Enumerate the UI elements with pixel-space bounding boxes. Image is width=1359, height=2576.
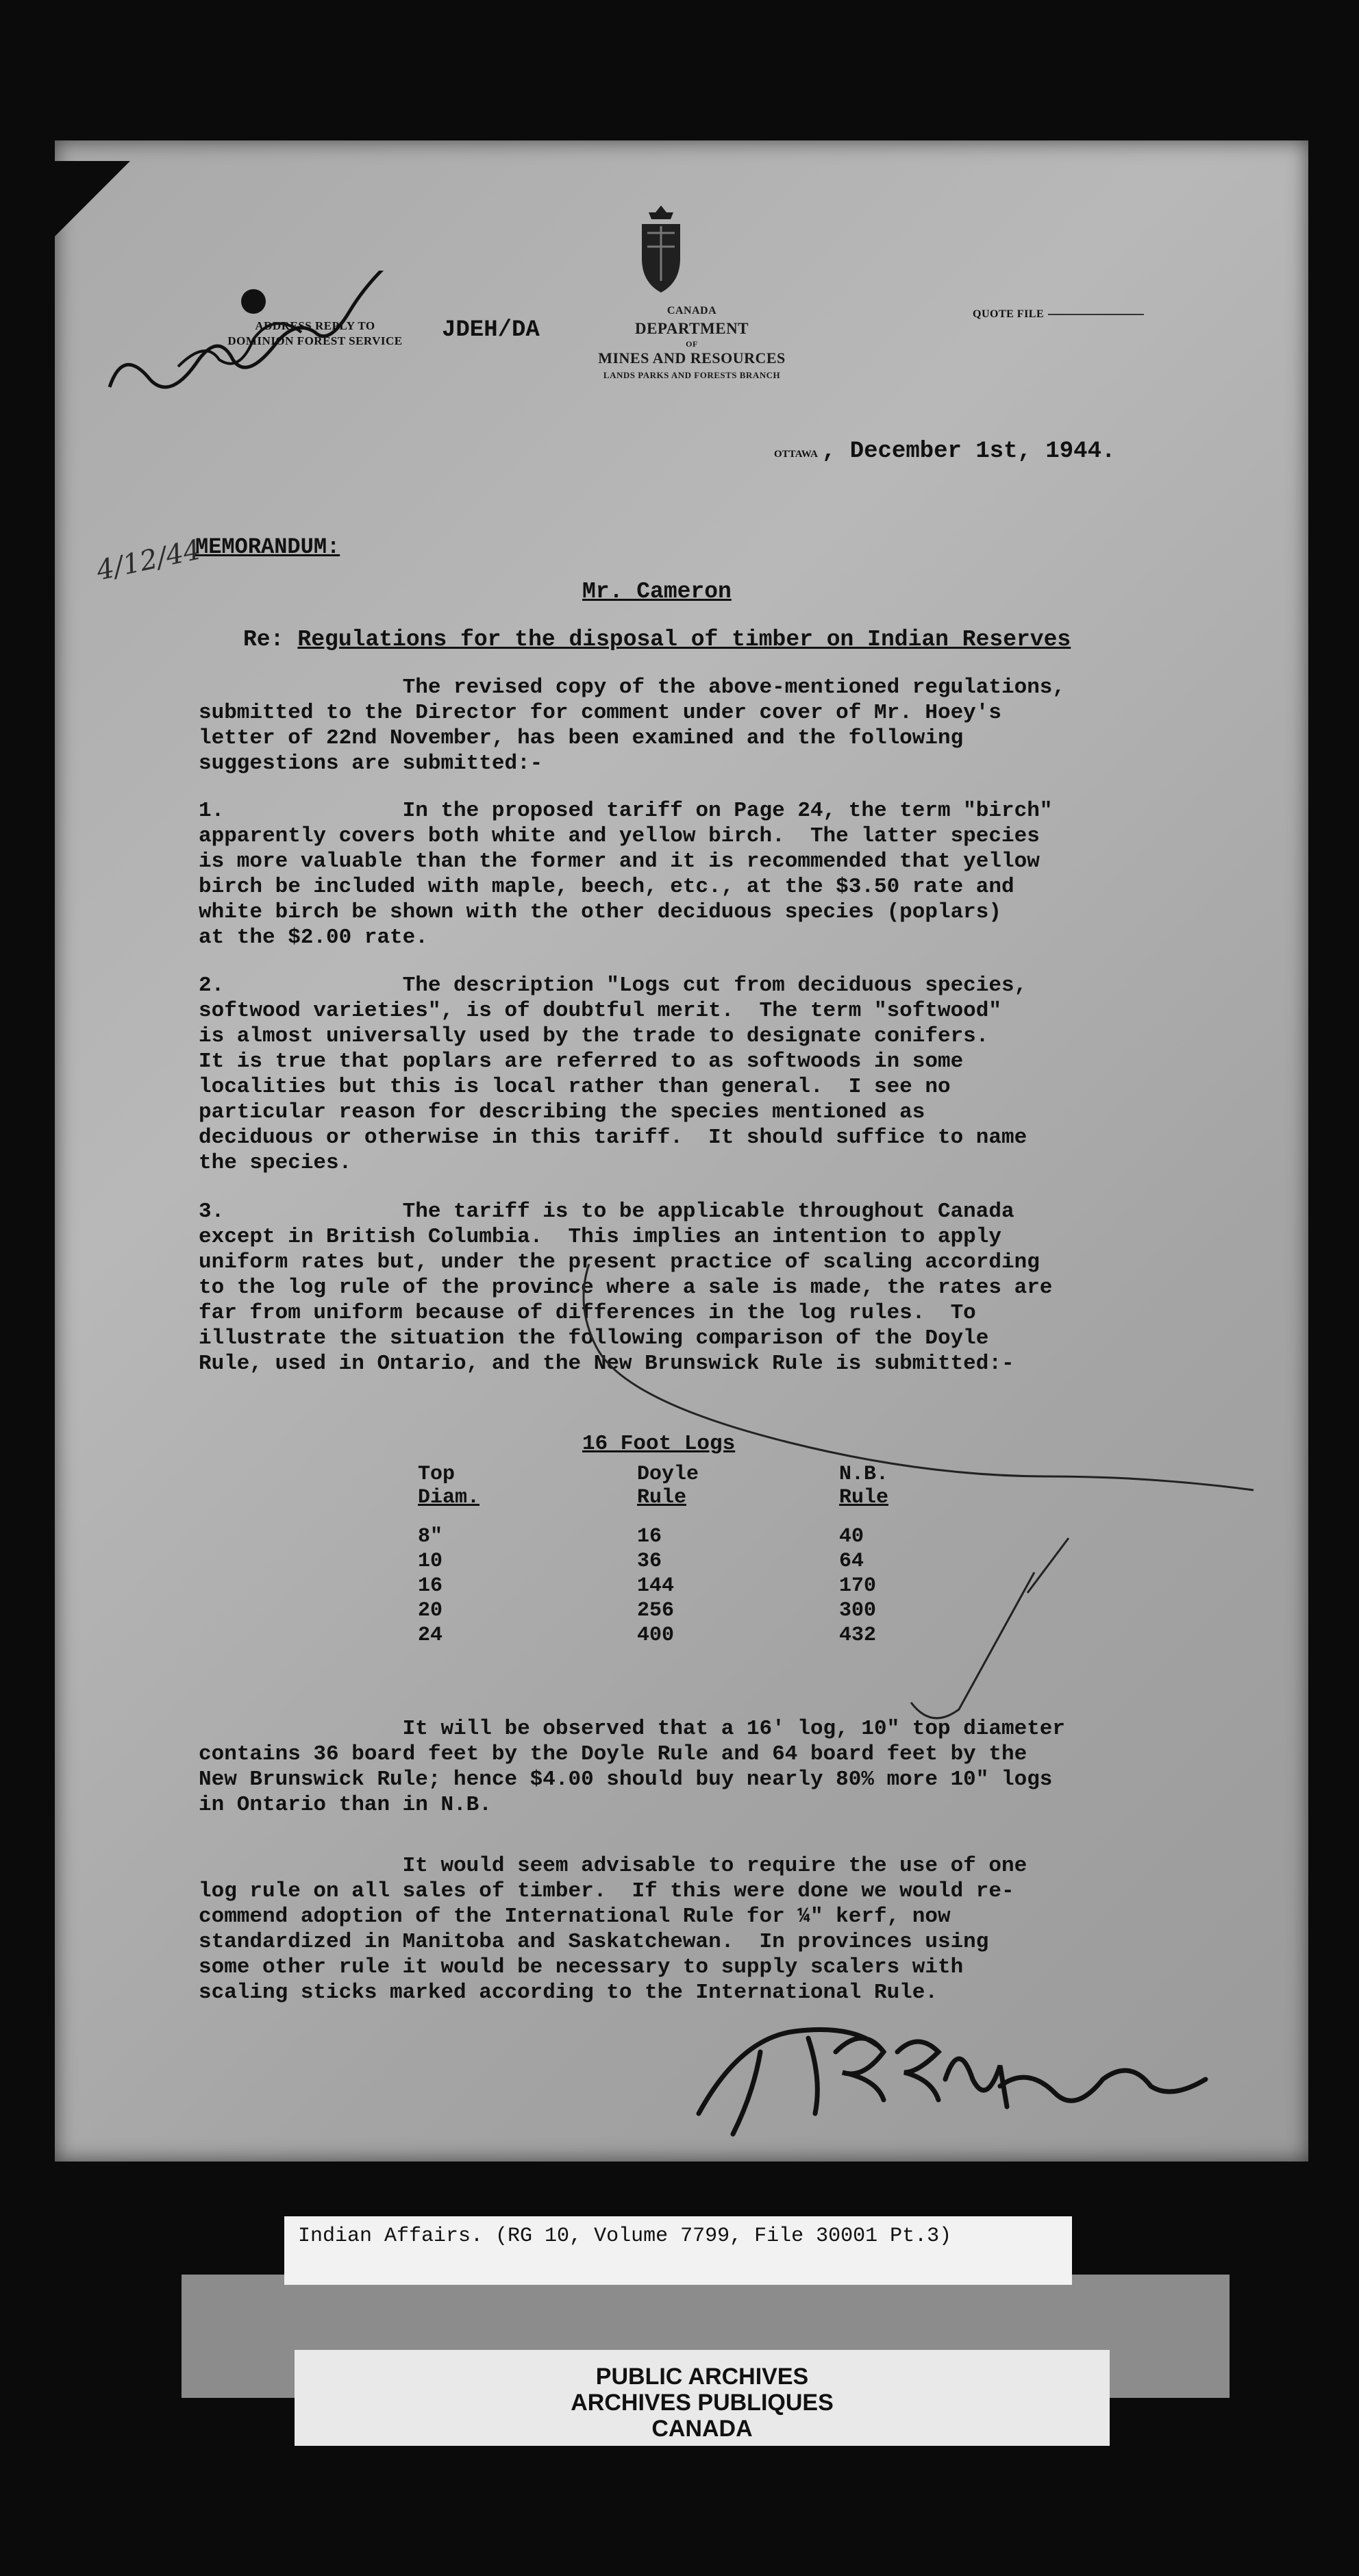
table-cell: 16 — [637, 1525, 662, 1548]
pencil-marks — [534, 1250, 1301, 1785]
paragraph-5: It would seem advisable to require the use of one log rule on all sales of timber. If this were done we would re- commend adoption of the International Rule for ¼" kerf, now standardized in Manitoba and Saskatchewan. In provinces using some other rule it would be necessary to supply scalers with scaling sticks marked according to the International Rule. — [199, 1854, 1027, 2005]
dateline-date: , December 1st, 1944. — [821, 438, 1116, 465]
branch-label: LANDS PARKS AND FORESTS BRANCH — [603, 370, 781, 380]
archive-stamp — [295, 2350, 1110, 2446]
folded-corner — [55, 161, 130, 236]
table-cell: 20 — [418, 1599, 443, 1622]
re-label: Re: — [243, 627, 284, 652]
reference-code: JDEH/DA — [442, 317, 540, 343]
table-cell: 256 — [637, 1599, 675, 1622]
table-cell: 40 — [839, 1525, 864, 1548]
stamp-line-2: ARCHIVES PUBLIQUES — [571, 2390, 834, 2416]
paragraph-3: 3. The tariff is to be applicable throughout Canada except in British Columbia. This implies an intention to apply uniform rates but, under the present practice of scaling according to the log rule of the province where a sale is made, the rates are far from uniform because of differences in the log rules. To illustrate the situation the following comparison of the Doyle Rule, used in Ontario, and the New Brunswick Rule is submitted:- — [199, 1200, 1053, 1376]
canada-crest-icon — [627, 202, 695, 298]
dateline-place: OTTAWA — [774, 449, 818, 460]
table-cell: 36 — [637, 1550, 662, 1573]
stamp-line-3: CANADA — [651, 2416, 753, 2442]
column-header: N.B. — [839, 1463, 889, 1486]
table-cell: 400 — [637, 1624, 675, 1647]
subject-text: Regulations for the disposal of timber on Indian Reserves — [297, 627, 1071, 652]
document-page — [55, 140, 1308, 2162]
stamp-line-1: PUBLIC ARCHIVES — [595, 2364, 809, 2390]
memo-heading: MEMORANDUM: — [195, 534, 340, 560]
table-cell: 300 — [839, 1599, 877, 1622]
column-header: Diam. — [418, 1486, 480, 1509]
handwritten-note — [82, 271, 493, 408]
table-cell: 10 — [418, 1550, 443, 1573]
department-header — [534, 305, 849, 381]
column-header: Rule — [839, 1486, 889, 1509]
table-cell: 24 — [418, 1624, 443, 1647]
column-header: Doyle — [637, 1463, 699, 1486]
margin-number: 4/12/44 — [93, 534, 204, 587]
department-label: DEPARTMENT — [634, 320, 749, 337]
table-title: 16 Foot Logs — [582, 1432, 736, 1456]
table-cell: 432 — [839, 1624, 877, 1647]
address-reply: ADDRESS REPLY TO DOMINION FOREST SERVICE — [227, 319, 403, 347]
quote-file-label: QUOTE FILE — [973, 308, 1045, 320]
paragraph-4: It will be observed that a 16' log, 10" top diameter contains 36 board feet by the Doyle Rule and 64 board feet by the New Brunswick Rule; hence $4.00 should buy nearly 80% more 10" logs in Ontario than in N.B. — [199, 1717, 1066, 1817]
dateline — [774, 438, 1115, 465]
subject-line — [243, 627, 1071, 652]
table-column-top-diam — [418, 1463, 479, 1648]
quote-file-line — [1048, 314, 1144, 315]
column-header: Top — [418, 1463, 456, 1486]
ministry-label: MINES AND RESOURCES — [598, 349, 786, 367]
table-cell: 64 — [839, 1550, 864, 1573]
table-cell: 144 — [637, 1574, 675, 1598]
paragraph-1: 1. In the proposed tariff on Page 24, the term "birch" apparently covers both white and yellow birch. The latter species is more valuable than the former and it is recommended that yellow birch be included with maple, beech, etc., at the $3.50 rate and white birch be shown with the other deciduous species (poplars) at the $2.00 rate. — [199, 799, 1053, 950]
country-label: CANADA — [666, 305, 717, 317]
table-cell: 16 — [418, 1574, 443, 1598]
of-label: OF — [686, 339, 698, 349]
table-cell: 8" — [418, 1525, 443, 1548]
signature — [671, 2011, 1288, 2141]
column-header: Rule — [637, 1486, 687, 1509]
addressee: Mr. Cameron — [582, 579, 732, 604]
archive-reference-label: Indian Affairs. (RG 10, Volume 7799, File 30001 Pt.3) — [284, 2216, 1072, 2285]
quote-file — [973, 308, 1144, 321]
paragraph-2: 2. The description "Logs cut from deciduous species, softwood varieties", is of doubtful merit. The term "softwood" is almost universally used by the trade to designate conifers. It is true that poplars are referred to as softwoods in some localities but this is local rather than general. I see no particular reason for describing the species mentioned as deciduous or otherwise in this tariff. It should suffice to name the species. — [199, 974, 1027, 1175]
table-cell: 170 — [839, 1574, 877, 1598]
intro-paragraph: The revised copy of the above-mentioned regulations, submitted to the Director for comment under cover of Mr. Hoey's letter of 22nd November, has been examined and the following suggestions are submitted:- — [199, 676, 1066, 776]
